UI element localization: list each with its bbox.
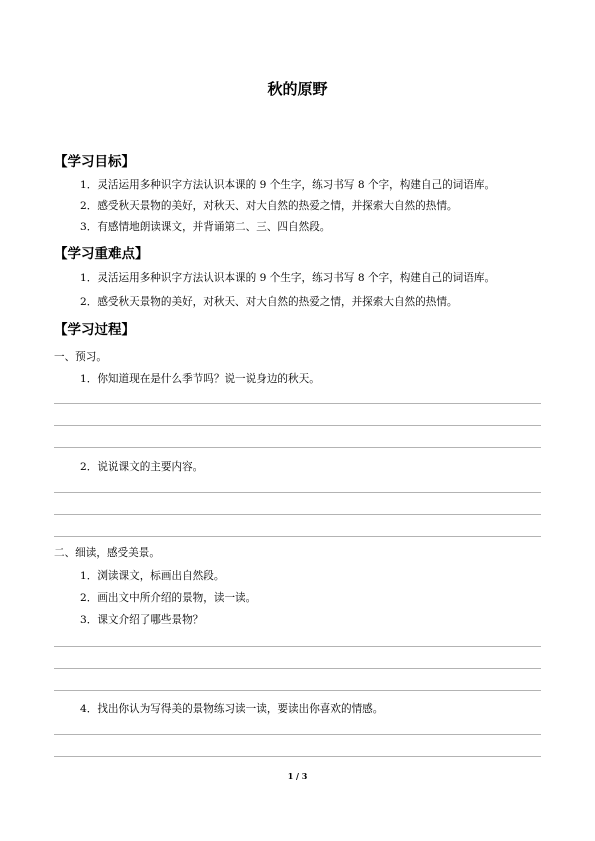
- part2-question-4: 4．找出你认为写得美的景物练习读一读，要读出你喜欢的情感。: [80, 703, 384, 715]
- answer-line[interactable]: [54, 403, 541, 404]
- goal-item-3: 3．有感情地朗读课文，并背诵第二、三、四自然段。: [80, 221, 331, 233]
- goal-item-1: 1．灵活运用多种识字方法认识本课的 9 个生字，练习书写 8 个字，构建自己的词语库。: [80, 179, 496, 191]
- part1-label: 一、预习。: [54, 351, 107, 363]
- section-heading-process: 【学习过程】: [54, 322, 135, 338]
- part2-question-2: 2．画出文中所介绍的景物，读一读。: [80, 592, 257, 604]
- answer-line[interactable]: [54, 447, 541, 448]
- key-point-item-1: 1．灵活运用多种识字方法认识本课的 9 个生字，练习书写 8 个字，构建自己的词语库。: [80, 272, 496, 284]
- part2-label: 二、细读，感受美景。: [54, 547, 160, 559]
- part2-question-1: 1．浏读课文，标画出自然段。: [80, 570, 225, 582]
- answer-line[interactable]: [54, 492, 541, 493]
- key-point-item-2: 2．感受秋天景物的美好，对秋天、对大自然的热爱之情，并探索大自然的热情。: [80, 296, 458, 308]
- page-number: 1 / 3: [287, 771, 308, 781]
- answer-line[interactable]: [54, 514, 541, 515]
- part1-question-1: 1．你知道现在是什么季节吗？说一说身边的秋天。: [80, 373, 320, 385]
- goal-item-2: 2．感受秋天景物的美好，对秋天、对大自然的热爱之情，并探索大自然的热情。: [80, 200, 458, 212]
- answer-line[interactable]: [54, 646, 541, 647]
- answer-line[interactable]: [54, 756, 541, 757]
- section-heading-goals: 【学习目标】: [54, 154, 135, 170]
- answer-line[interactable]: [54, 425, 541, 426]
- answer-line[interactable]: [54, 690, 541, 691]
- part2-question-3: 3．课文介绍了哪些景物？: [80, 614, 204, 626]
- answer-line[interactable]: [54, 734, 541, 735]
- section-heading-key-points: 【学习重难点】: [54, 246, 149, 262]
- answer-line[interactable]: [54, 536, 541, 537]
- page-title: 秋的原野: [267, 80, 328, 98]
- part1-question-2: 2．说说课文的主要内容。: [80, 461, 204, 473]
- answer-line[interactable]: [54, 668, 541, 669]
